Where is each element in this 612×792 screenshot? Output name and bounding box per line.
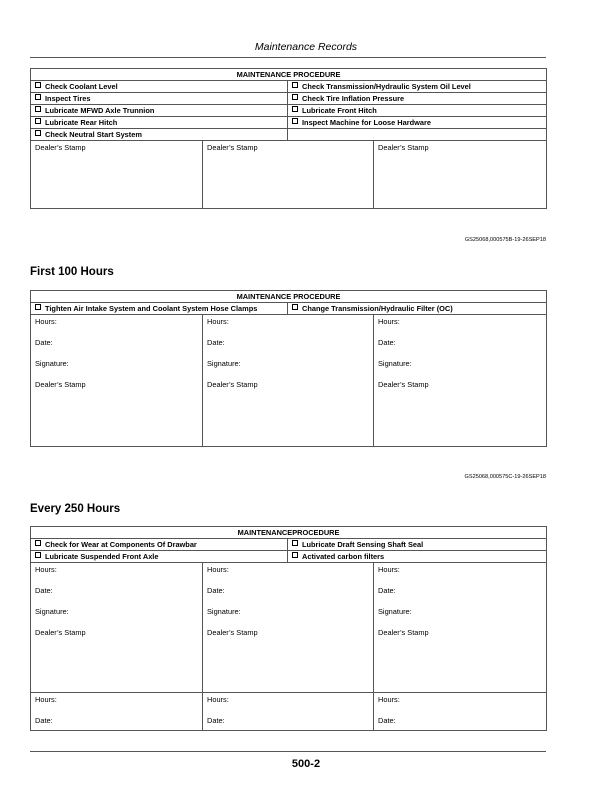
checkbox-icon[interactable] [292, 106, 298, 112]
reference-code: GS25068,000575C-19-26SEP18 [464, 474, 546, 480]
page-number: 500-2 [291, 758, 321, 770]
checkbox-icon[interactable] [292, 118, 298, 124]
record-cell[interactable]: Hours: Date: Signature: Dealer’s Stamp [374, 563, 547, 693]
checkbox-icon[interactable] [35, 540, 41, 546]
section-title: First 100 Hours [30, 266, 114, 278]
empty-cell [288, 129, 547, 141]
procedure-item: Lubricate Draft Sensing Shaft Seal [288, 539, 547, 551]
record-cell[interactable]: Hours: Date: [203, 693, 374, 731]
record-cell[interactable]: Hours: Date: Signature: Dealer’s Stamp [203, 315, 374, 447]
record-cell[interactable]: Hours: Date: Signature: Dealer’s Stamp [31, 315, 203, 447]
procedure-item: Inspect Machine for Loose Hardware [288, 117, 547, 129]
checkbox-icon[interactable] [35, 94, 41, 100]
procedure-header: MAINTENANCE PROCEDURE [31, 69, 547, 81]
footer-rule [30, 751, 546, 752]
reference-code: GS25068,000575B-19-26SEP18 [464, 237, 546, 243]
maintenance-table-3 [30, 526, 547, 731]
procedure-item: Check for Wear at Components Of Drawbar [31, 539, 288, 551]
record-cell[interactable]: Hours: Date: Signature: Dealer’s Stamp [31, 563, 203, 693]
record-cell[interactable]: Hours: Date: [374, 693, 547, 731]
checkbox-icon[interactable] [292, 552, 298, 558]
checkbox-icon[interactable] [35, 118, 41, 124]
record-cell[interactable]: Dealer’s Stamp [374, 141, 547, 209]
checkbox-icon[interactable] [35, 552, 41, 558]
checkbox-icon[interactable] [292, 82, 298, 88]
procedure-header: MAINTENANCE PROCEDURE [31, 291, 547, 303]
maintenance-table-2 [30, 290, 547, 447]
checkbox-icon[interactable] [35, 106, 41, 112]
procedure-item: Lubricate Front Hitch [288, 105, 547, 117]
record-cell[interactable]: Hours: Date: [31, 693, 203, 731]
checkbox-icon[interactable] [35, 82, 41, 88]
procedure-item: Activated carbon filters [288, 551, 547, 563]
procedure-item: Check Neutral Start System [31, 129, 288, 141]
procedure-item: Lubricate Rear Hitch [31, 117, 288, 129]
checkbox-icon[interactable] [35, 304, 41, 310]
header-rule [30, 57, 546, 58]
section-title: Every 250 Hours [30, 503, 121, 515]
maintenance-table-1 [30, 68, 547, 209]
record-cell[interactable]: Dealer’s Stamp [203, 141, 374, 209]
procedure-item: Check Transmission/Hydraulic System Oil Level [288, 81, 547, 93]
procedure-header: MAINTENANCEPROCEDURE [31, 527, 547, 539]
checkbox-icon[interactable] [292, 94, 298, 100]
record-cell[interactable]: Hours: Date: Signature: Dealer’s Stamp [374, 315, 547, 447]
record-cell[interactable]: Hours: Date: Signature: Dealer’s Stamp [203, 563, 374, 693]
procedure-item: Lubricate MFWD Axle Trunnion [31, 105, 288, 117]
page-header-title: Maintenance Records [254, 41, 358, 53]
procedure-item: Tighten Air Intake System and Coolant System Hose Clamps [31, 303, 288, 315]
procedure-item: Change Transmission/Hydraulic Filter (OC) [288, 303, 547, 315]
checkbox-icon[interactable] [292, 304, 298, 310]
procedure-item: Inspect Tires [31, 93, 288, 105]
procedure-item: Lubricate Suspended Front Axle [31, 551, 288, 563]
checkbox-icon[interactable] [35, 130, 41, 136]
procedure-item: Check Coolant Level [31, 81, 288, 93]
procedure-item: Check Tire Inflation Pressure [288, 93, 547, 105]
record-cell[interactable]: Dealer’s Stamp [31, 141, 203, 209]
checkbox-icon[interactable] [292, 540, 298, 546]
